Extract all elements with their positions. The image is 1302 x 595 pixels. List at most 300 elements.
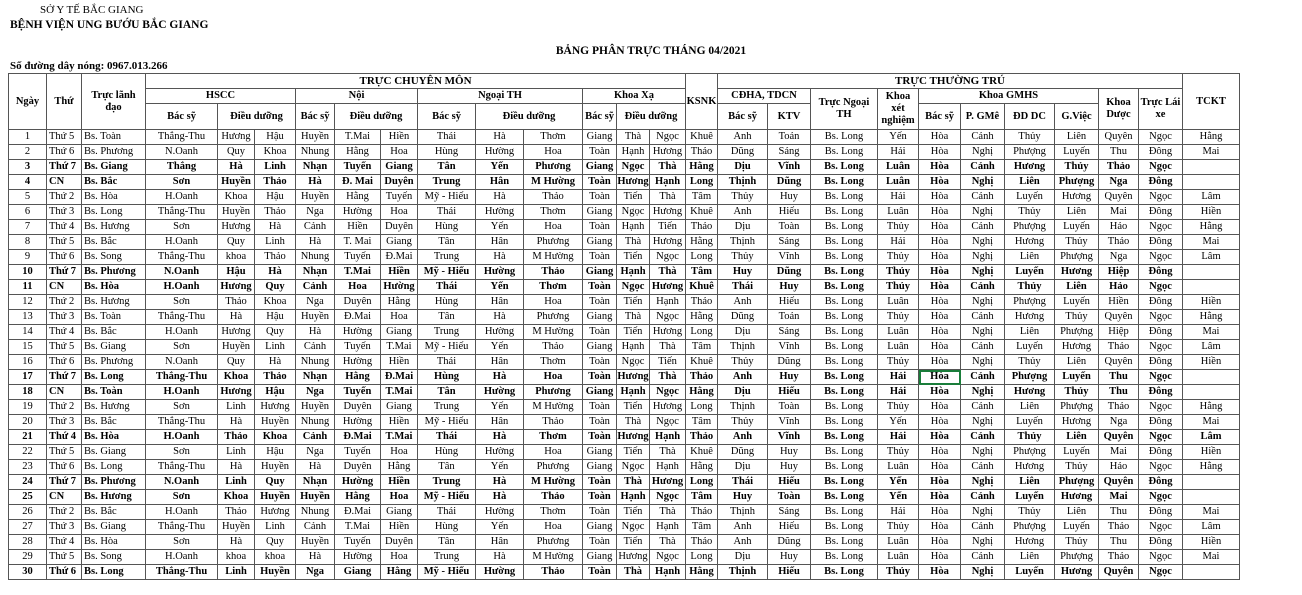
table-cell[interactable]: Hải — [878, 370, 919, 385]
table-cell[interactable]: Cảnh — [296, 520, 335, 535]
table-cell[interactable]: Bs. Long — [82, 205, 146, 220]
table-cell[interactable]: 13 — [9, 310, 47, 325]
table-cell[interactable] — [1183, 280, 1240, 295]
table-cell[interactable]: Bs. Long — [811, 190, 878, 205]
table-cell[interactable]: Thái — [418, 430, 476, 445]
table-cell[interactable]: Nga — [296, 445, 335, 460]
table-cell[interactable]: 3 — [9, 160, 47, 175]
table-cell[interactable]: Thà — [650, 370, 686, 385]
table-cell[interactable]: Hường — [476, 145, 524, 160]
table-cell[interactable]: Vĩnh — [768, 340, 811, 355]
table-cell[interactable]: N.Oanh — [146, 145, 218, 160]
table-cell[interactable]: Bs. Long — [811, 325, 878, 340]
table-cell[interactable]: Hoa — [524, 520, 583, 535]
table-cell[interactable]: Quyên — [1099, 475, 1139, 490]
table-cell[interactable]: Tuyến — [335, 385, 381, 400]
table-cell[interactable]: Mai — [1099, 490, 1139, 505]
table-cell[interactable]: Thu — [1099, 145, 1139, 160]
table-cell[interactable]: Phượng — [1005, 295, 1055, 310]
table-cell[interactable]: Ngọc — [650, 250, 686, 265]
table-cell[interactable]: Nga — [1099, 415, 1139, 430]
table-cell[interactable]: Quy — [255, 280, 296, 295]
table-cell[interactable]: Hoa — [524, 370, 583, 385]
table-cell[interactable]: Thắng-Thu — [146, 130, 218, 145]
table-cell[interactable]: Thái — [718, 475, 768, 490]
table-cell[interactable]: Bs. Long — [811, 250, 878, 265]
table-cell[interactable]: Quyên — [1099, 190, 1139, 205]
table-cell[interactable]: Phượng — [1005, 145, 1055, 160]
table-cell[interactable]: Dũng — [768, 265, 811, 280]
table-cell[interactable]: Bs. Long — [811, 295, 878, 310]
table-cell[interactable]: Hòa — [919, 310, 961, 325]
table-cell[interactable]: Ngọc — [1139, 400, 1183, 415]
table-cell[interactable]: Thịnh — [718, 175, 768, 190]
table-cell[interactable]: Hường — [335, 475, 381, 490]
table-cell[interactable]: Hằng — [381, 565, 418, 580]
table-cell[interactable]: Hương — [255, 505, 296, 520]
table-cell[interactable]: Cảnh — [961, 130, 1005, 145]
table-cell[interactable]: Hòa — [919, 160, 961, 175]
table-cell[interactable]: N.Oanh — [146, 355, 218, 370]
table-cell[interactable]: Long — [686, 475, 718, 490]
table-cell[interactable]: Luyến — [1005, 265, 1055, 280]
table-cell[interactable]: Nghị — [961, 535, 1005, 550]
table-cell[interactable]: Giang — [381, 160, 418, 175]
table-cell[interactable]: Thứ 6 — [47, 145, 82, 160]
table-cell[interactable]: Bs. Long — [811, 355, 878, 370]
table-cell[interactable]: Liên — [1005, 175, 1055, 190]
table-cell[interactable]: Huyền — [255, 460, 296, 475]
table-cell[interactable]: Hòa — [919, 565, 961, 580]
table-cell[interactable]: T.Mai — [381, 385, 418, 400]
table-cell[interactable]: Dũng — [768, 535, 811, 550]
table-cell[interactable]: Hằng — [335, 490, 381, 505]
table-cell[interactable]: Hằng — [381, 295, 418, 310]
table-cell[interactable]: Hương — [617, 175, 650, 190]
table-cell[interactable]: 17 — [9, 370, 47, 385]
table-cell[interactable]: Bs. Bắc — [82, 505, 146, 520]
table-cell[interactable]: Thu — [1099, 535, 1139, 550]
table-cell[interactable]: Huy — [768, 445, 811, 460]
table-cell[interactable]: Thắng-Thu — [146, 520, 218, 535]
table-cell[interactable]: Bs. Bắc — [82, 235, 146, 250]
table-cell[interactable]: 14 — [9, 325, 47, 340]
table-cell[interactable]: Bs. Long — [811, 265, 878, 280]
table-cell[interactable]: 12 — [9, 295, 47, 310]
table-cell[interactable]: Long — [686, 400, 718, 415]
table-cell[interactable]: Đ.Mai — [335, 310, 381, 325]
table-cell[interactable]: Long — [686, 550, 718, 565]
table-cell[interactable]: Tiến — [617, 400, 650, 415]
table-cell[interactable]: Tâm — [686, 520, 718, 535]
table-cell[interactable]: Bs. Long — [82, 565, 146, 580]
table-cell[interactable]: Toàn — [583, 250, 617, 265]
table-cell[interactable]: Hùng — [418, 445, 476, 460]
table-cell[interactable]: Hải — [878, 190, 919, 205]
table-cell[interactable]: Thủy — [878, 265, 919, 280]
table-cell[interactable]: Mỹ - Hiếu — [418, 490, 476, 505]
table-cell[interactable]: Toàn — [583, 145, 617, 160]
table-cell[interactable]: Huyền — [296, 535, 335, 550]
table-cell[interactable]: Hường — [381, 280, 418, 295]
table-cell[interactable]: Luân — [878, 550, 919, 565]
table-cell[interactable]: Quy — [218, 355, 255, 370]
table-cell[interactable]: Bs. Hòa — [82, 280, 146, 295]
table-cell[interactable]: Hà — [476, 310, 524, 325]
table-cell[interactable]: 16 — [9, 355, 47, 370]
table-cell[interactable]: Thảo — [1099, 520, 1139, 535]
table-cell[interactable]: Bs. Giang — [82, 445, 146, 460]
table-cell[interactable]: Khuê — [686, 445, 718, 460]
table-cell[interactable]: Hoa — [524, 220, 583, 235]
table-cell[interactable]: Hậu — [255, 385, 296, 400]
table-cell[interactable]: Toàn — [583, 430, 617, 445]
table-cell[interactable]: Vĩnh — [768, 430, 811, 445]
table-cell[interactable]: 8 — [9, 235, 47, 250]
table-cell[interactable]: Cảnh — [961, 550, 1005, 565]
table-cell[interactable]: Hân — [476, 175, 524, 190]
table-cell[interactable]: Hương — [1005, 235, 1055, 250]
table-cell[interactable]: Luân — [878, 325, 919, 340]
table-cell[interactable]: Hạnh — [617, 490, 650, 505]
table-cell[interactable]: Hòa — [919, 520, 961, 535]
table-cell[interactable]: Toàn — [583, 565, 617, 580]
table-cell[interactable]: Sáng — [768, 325, 811, 340]
table-cell[interactable]: Duyên — [381, 220, 418, 235]
table-cell[interactable]: Liên — [1055, 505, 1099, 520]
table-cell[interactable]: Vĩnh — [768, 415, 811, 430]
table-cell[interactable]: Thủy — [1055, 385, 1099, 400]
table-cell[interactable]: Hòa — [919, 550, 961, 565]
table-cell[interactable]: Thảo — [1099, 400, 1139, 415]
table-cell[interactable]: Nghị — [961, 235, 1005, 250]
table-cell[interactable]: Hạnh — [617, 265, 650, 280]
table-cell[interactable]: Ngọc — [1139, 160, 1183, 175]
table-cell[interactable]: Toàn — [583, 295, 617, 310]
table-cell[interactable]: Duyên — [381, 175, 418, 190]
table-cell[interactable]: Hà — [255, 355, 296, 370]
table-cell[interactable]: Huyền — [255, 415, 296, 430]
table-cell[interactable]: Yến — [476, 220, 524, 235]
table-cell[interactable]: Đông — [1139, 145, 1183, 160]
table-cell[interactable]: Ngọc — [617, 355, 650, 370]
table-cell[interactable]: Hương — [1055, 190, 1099, 205]
table-cell[interactable]: Ngọc — [1139, 550, 1183, 565]
table-cell[interactable]: Bs. Bắc — [82, 175, 146, 190]
table-cell[interactable]: Thảo — [524, 415, 583, 430]
table-cell[interactable]: khoa — [218, 250, 255, 265]
table-cell[interactable]: Cảnh — [296, 280, 335, 295]
table-cell[interactable]: Hòa — [919, 475, 961, 490]
table-cell[interactable]: Yến — [878, 130, 919, 145]
table-cell[interactable]: Huyền — [255, 565, 296, 580]
table-cell[interactable]: Thà — [617, 415, 650, 430]
table-cell[interactable]: Hà — [296, 460, 335, 475]
table-cell[interactable]: Hòa — [919, 235, 961, 250]
table-cell[interactable]: Linh — [218, 400, 255, 415]
table-cell[interactable]: Mai — [1183, 505, 1240, 520]
table-cell[interactable] — [1183, 175, 1240, 190]
table-cell[interactable]: Bs. Hương — [82, 295, 146, 310]
table-cell[interactable]: Nga — [296, 205, 335, 220]
table-cell[interactable]: Tiến — [617, 295, 650, 310]
table-cell[interactable]: Phượng — [1005, 445, 1055, 460]
table-cell[interactable]: CN — [47, 175, 82, 190]
table-cell[interactable]: Long — [686, 325, 718, 340]
table-cell[interactable]: Hòa — [919, 145, 961, 160]
table-cell[interactable]: Thắng-Thu — [146, 370, 218, 385]
table-cell[interactable]: Quy — [218, 235, 255, 250]
table-cell[interactable]: Huy — [768, 370, 811, 385]
table-cell[interactable]: Duyên — [335, 400, 381, 415]
table-cell[interactable]: Đông — [1139, 205, 1183, 220]
table-cell[interactable]: Hòa — [919, 325, 961, 340]
table-cell[interactable]: Hoa — [381, 490, 418, 505]
table-cell[interactable]: Hằng — [335, 370, 381, 385]
table-cell[interactable]: 9 — [9, 250, 47, 265]
table-cell[interactable]: 19 — [9, 400, 47, 415]
table-cell[interactable]: Mai — [1183, 415, 1240, 430]
table-cell[interactable]: Đông — [1139, 175, 1183, 190]
table-cell[interactable]: Hạnh — [650, 565, 686, 580]
table-cell[interactable]: Huyền — [296, 130, 335, 145]
table-cell[interactable]: Hiếu — [768, 385, 811, 400]
table-cell[interactable]: Hương — [650, 145, 686, 160]
table-cell[interactable]: Thứ 6 — [47, 355, 82, 370]
table-cell[interactable]: Bs. Long — [811, 520, 878, 535]
table-cell[interactable]: Hà — [218, 415, 255, 430]
table-cell[interactable]: Bs. Long — [811, 370, 878, 385]
table-cell[interactable]: Huyền — [296, 190, 335, 205]
table-cell[interactable]: 21 — [9, 430, 47, 445]
table-cell[interactable] — [1183, 475, 1240, 490]
table-cell[interactable]: Thịnh — [718, 235, 768, 250]
table-cell[interactable]: Hạnh — [650, 175, 686, 190]
table-cell[interactable]: 18 — [9, 385, 47, 400]
table-cell[interactable]: Hường — [476, 385, 524, 400]
table-cell[interactable]: Thảo — [1099, 340, 1139, 355]
table-cell[interactable]: Khuê — [686, 280, 718, 295]
table-cell[interactable]: Thà — [650, 340, 686, 355]
table-cell[interactable]: Thủy — [878, 250, 919, 265]
table-cell[interactable]: Thu — [1099, 505, 1139, 520]
table-cell[interactable]: Anh — [718, 370, 768, 385]
table-cell[interactable]: Hạnh — [650, 460, 686, 475]
table-cell[interactable]: Tiến — [650, 220, 686, 235]
table-cell[interactable]: Hiền — [381, 130, 418, 145]
table-cell[interactable]: Thắng-Thu — [146, 250, 218, 265]
table-cell[interactable]: Toàn — [583, 370, 617, 385]
table-cell[interactable]: Phượng — [1005, 370, 1055, 385]
table-cell[interactable]: M Hường — [524, 475, 583, 490]
table-cell[interactable]: Hằng — [686, 160, 718, 175]
table-cell[interactable]: 22 — [9, 445, 47, 460]
table-cell[interactable]: Thảo — [686, 145, 718, 160]
table-cell[interactable]: Cảnh — [961, 520, 1005, 535]
table-cell[interactable]: Ngọc — [1139, 565, 1183, 580]
table-cell[interactable]: Huy — [718, 490, 768, 505]
table-cell[interactable]: Đ.Mai — [335, 430, 381, 445]
table-cell[interactable]: Thứ 7 — [47, 370, 82, 385]
table-cell[interactable]: Hiếu — [768, 475, 811, 490]
table-cell[interactable]: Hải — [878, 385, 919, 400]
table-cell[interactable]: Bs. Long — [811, 280, 878, 295]
table-cell[interactable]: Yến — [476, 340, 524, 355]
table-cell[interactable]: Anh — [718, 520, 768, 535]
table-cell[interactable]: Hùng — [418, 295, 476, 310]
table-cell[interactable]: Hương — [255, 400, 296, 415]
table-cell[interactable]: Mỹ - Hiếu — [418, 265, 476, 280]
table-cell[interactable]: Dũng — [718, 310, 768, 325]
table-cell[interactable]: Hạnh — [617, 385, 650, 400]
table-cell[interactable]: Bs. Long — [811, 340, 878, 355]
table-cell[interactable]: Cảnh — [296, 220, 335, 235]
table-cell[interactable]: Liên — [1005, 400, 1055, 415]
table-cell[interactable]: Huy — [718, 265, 768, 280]
table-cell[interactable]: Thứ 5 — [47, 130, 82, 145]
table-cell[interactable]: Giang — [381, 505, 418, 520]
table-cell[interactable]: Hà — [476, 190, 524, 205]
table-cell[interactable]: Ngọc — [1139, 130, 1183, 145]
table-cell[interactable]: Tiến — [617, 325, 650, 340]
table-cell[interactable]: Liên — [1055, 130, 1099, 145]
table-cell[interactable]: Yến — [476, 400, 524, 415]
table-cell[interactable]: 28 — [9, 535, 47, 550]
table-cell[interactable]: Bs. Bắc — [82, 415, 146, 430]
table-cell[interactable]: Bs. Toàn — [82, 385, 146, 400]
table-cell[interactable]: Thảo — [686, 295, 718, 310]
table-cell[interactable]: Anh — [718, 130, 768, 145]
table-cell[interactable]: Hương — [650, 325, 686, 340]
table-cell[interactable]: 4 — [9, 175, 47, 190]
table-cell[interactable]: Ngọc — [1139, 460, 1183, 475]
table-cell[interactable] — [1183, 565, 1240, 580]
table-cell[interactable]: Hòa — [919, 295, 961, 310]
table-cell[interactable]: Thứ 4 — [47, 535, 82, 550]
table-cell[interactable]: Sáng — [768, 145, 811, 160]
table-cell[interactable]: Hùng — [418, 370, 476, 385]
table-cell[interactable]: Huyền — [296, 400, 335, 415]
table-cell[interactable]: Hiền — [1183, 355, 1240, 370]
table-cell[interactable]: Cảnh — [961, 190, 1005, 205]
table-cell[interactable]: Bs. Long — [811, 445, 878, 460]
table-cell[interactable]: Luyến — [1055, 370, 1099, 385]
table-cell[interactable]: Hà — [476, 550, 524, 565]
table-cell[interactable]: Thà — [617, 475, 650, 490]
table-cell[interactable]: Nghị — [961, 565, 1005, 580]
table-cell[interactable]: Đông — [1139, 235, 1183, 250]
table-cell[interactable]: Hương — [650, 280, 686, 295]
table-cell[interactable]: Hương — [1005, 310, 1055, 325]
table-cell[interactable]: T. Mai — [335, 235, 381, 250]
table-cell[interactable]: Đông — [1139, 355, 1183, 370]
table-cell[interactable]: Hân — [476, 235, 524, 250]
table-cell[interactable]: Liên — [1055, 430, 1099, 445]
table-cell[interactable]: Phượng — [1055, 250, 1099, 265]
table-cell[interactable]: Khoa — [255, 295, 296, 310]
table-cell[interactable]: Sơn — [146, 295, 218, 310]
table-cell[interactable]: Thủy — [1005, 505, 1055, 520]
table-cell[interactable]: Vĩnh — [768, 250, 811, 265]
table-cell[interactable]: Thái — [418, 505, 476, 520]
table-cell[interactable]: Hòa — [919, 370, 961, 385]
table-cell[interactable]: Dũng — [768, 175, 811, 190]
table-cell[interactable]: Tân — [418, 535, 476, 550]
table-cell[interactable]: Thủy — [878, 400, 919, 415]
table-cell[interactable]: Mai — [1099, 445, 1139, 460]
table-cell[interactable]: Thơm — [524, 130, 583, 145]
table-cell[interactable]: Giang — [381, 235, 418, 250]
table-cell[interactable]: Nhung — [296, 415, 335, 430]
table-cell[interactable]: Vĩnh — [768, 160, 811, 175]
table-cell[interactable]: Ngọc — [1139, 490, 1183, 505]
table-cell[interactable]: Thứ 4 — [47, 220, 82, 235]
table-cell[interactable]: Nga — [1099, 175, 1139, 190]
table-cell[interactable]: Cảnh — [961, 400, 1005, 415]
table-cell[interactable]: Luyến — [1055, 145, 1099, 160]
table-cell[interactable]: Hường — [335, 325, 381, 340]
table-cell[interactable]: Thảo — [218, 295, 255, 310]
table-cell[interactable]: Anh — [718, 205, 768, 220]
table-cell[interactable]: Hậu — [255, 310, 296, 325]
table-cell[interactable]: Tuyến — [335, 250, 381, 265]
table-cell[interactable]: Mỹ - Hiếu — [418, 415, 476, 430]
table-cell[interactable]: Thủy — [1005, 280, 1055, 295]
table-cell[interactable]: Luyến — [1055, 220, 1099, 235]
table-cell[interactable]: Thứ 2 — [47, 400, 82, 415]
table-cell[interactable]: khoa — [218, 550, 255, 565]
table-cell[interactable]: Nghị — [961, 205, 1005, 220]
table-cell[interactable]: Bs. Giang — [82, 520, 146, 535]
table-cell[interactable]: Hòa — [919, 190, 961, 205]
table-cell[interactable]: Nghị — [961, 385, 1005, 400]
table-cell[interactable]: Bs. Phương — [82, 145, 146, 160]
table-cell[interactable]: Anh — [718, 295, 768, 310]
table-cell[interactable]: Hằng — [686, 565, 718, 580]
table-cell[interactable]: Hà — [476, 250, 524, 265]
table-cell[interactable]: Đông — [1139, 535, 1183, 550]
table-cell[interactable]: Hà — [476, 130, 524, 145]
table-cell[interactable]: Sơn — [146, 340, 218, 355]
table-cell[interactable]: Thảo — [686, 505, 718, 520]
table-cell[interactable]: Toàn — [583, 415, 617, 430]
table-cell[interactable]: Thủy — [1005, 130, 1055, 145]
table-cell[interactable]: Hà — [255, 220, 296, 235]
table-cell[interactable]: Liên — [1055, 355, 1099, 370]
table-cell[interactable]: Luân — [878, 535, 919, 550]
table-cell[interactable]: Thắng-Thu — [146, 565, 218, 580]
table-cell[interactable]: Bs. Toàn — [82, 130, 146, 145]
table-cell[interactable]: Dịu — [718, 460, 768, 475]
table-cell[interactable]: Thắng-Thu — [146, 310, 218, 325]
table-cell[interactable]: Tuyến — [381, 190, 418, 205]
table-cell[interactable]: Hằng — [1183, 220, 1240, 235]
table-cell[interactable]: Giang — [583, 235, 617, 250]
table-cell[interactable]: Ngọc — [650, 490, 686, 505]
table-cell[interactable]: Tân — [418, 235, 476, 250]
table-cell[interactable]: Hương — [650, 205, 686, 220]
table-cell[interactable]: Hiền — [335, 220, 381, 235]
table-cell[interactable]: Phương — [524, 385, 583, 400]
table-cell[interactable]: Hoa — [335, 280, 381, 295]
table-cell[interactable]: Trung — [418, 475, 476, 490]
table-cell[interactable]: Thứ 6 — [47, 565, 82, 580]
table-cell[interactable]: Trung — [418, 400, 476, 415]
table-cell[interactable]: Hương — [218, 385, 255, 400]
table-cell[interactable]: CN — [47, 490, 82, 505]
table-cell[interactable]: Thứ 2 — [47, 505, 82, 520]
table-cell[interactable]: M Hường — [524, 250, 583, 265]
